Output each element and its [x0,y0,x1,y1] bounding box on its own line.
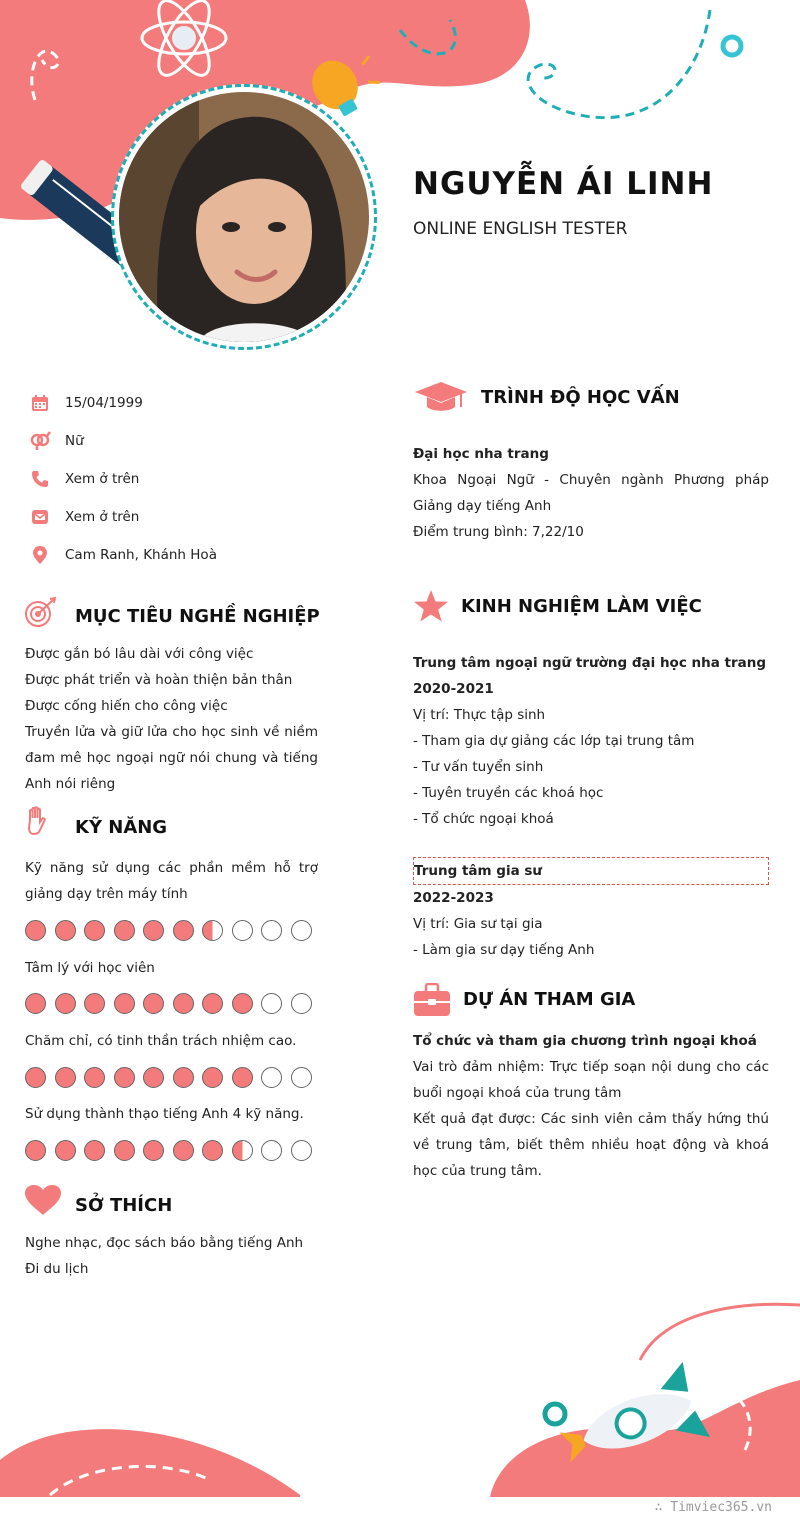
contact-birthday [28,384,348,422]
skill-name: Tâm lý với học viên [25,960,155,976]
school-name: Đại học nha trang [413,446,549,462]
contact-address [28,536,348,574]
rating-dot [232,920,253,941]
calendar-icon [28,391,52,415]
skill-rating [25,920,312,941]
hobby-line: Đi du lịch [25,1261,89,1277]
phone-icon [28,467,52,491]
rating-dot [55,1067,76,1088]
address-text: Cam Ranh, Khánh Hoà [65,547,217,563]
candidate-name: NGUYỄN ÁI LINH [413,166,714,202]
avatar [119,92,369,342]
objective-content [25,641,318,797]
skills-title: KỸ NĂNG [75,817,168,838]
rating-dot [202,1140,223,1161]
rating-dot [291,1067,312,1088]
hobbies-title: SỞ THÍCH [75,1195,173,1216]
rating-dot [84,920,105,941]
gender-icon [28,429,52,453]
candidate-title: ONLINE ENGLISH TESTER [413,219,628,239]
rating-dot [261,993,282,1014]
skill-rating [25,1067,312,1088]
hobby-line: Nghe nhạc, đọc sách báo bằng tiếng Anh [25,1235,304,1251]
education-major: Khoa Ngoại Ngữ - Chuyên ngành Phương pháp Giảng dạy tiếng Anh [413,472,769,514]
rating-dot [173,993,194,1014]
rating-dot [291,993,312,1014]
job-line: - Tư vấn tuyển sinh [413,759,544,775]
rating-dot [173,1140,194,1161]
rating-dot [232,1140,253,1161]
projects-title: DỰ ÁN THAM GIA [463,989,636,1010]
rating-dot [84,993,105,1014]
objective-title: MỤC TIÊU NGHỀ NGHIỆP [75,606,320,627]
education-title: TRÌNH ĐỘ HỌC VẤN [481,387,680,408]
objective-line: Được cống hiến cho công việc [25,698,228,714]
experience-job [413,650,769,832]
skill-name: Sử dụng thành thạo tiếng Anh 4 kỹ năng. [25,1106,304,1122]
graduation-cap-icon [413,380,469,418]
rating-dot [114,993,135,1014]
project-result: Kết quả đạt được: Các sinh viên cảm thấy hứng thú về trung tâm, biết thêm nhiều hoạt động và khoá học của trung tâm. [413,1111,769,1179]
job-line: - Tuyên truyền các khoá học [413,785,604,801]
gender-text: Nữ [65,433,84,449]
objective-line: Được gắn bó lâu dài với công việc [25,646,254,662]
skill-name: Kỹ năng sử dụng các phần mềm hỗ trợ giảng dạy trên máy tính [25,860,318,902]
education-gpa: Điểm trung bình: 7,22/10 [413,524,584,540]
company-name[interactable]: Trung tâm gia sư [413,857,769,885]
rating-dot [261,1140,282,1161]
contact-list [28,384,348,574]
job-line: - Tham gia dự giảng các lớp tại trung tâm [413,733,695,749]
skill-rating [25,1140,312,1161]
hobbies-content [25,1230,318,1282]
skill-name: Chăm chỉ, có tinh thần trách nhiệm cao. [25,1033,297,1049]
rating-dot [114,920,135,941]
email-icon [28,505,52,529]
rating-dot [55,920,76,941]
rating-dot [84,1140,105,1161]
rating-dot [25,993,46,1014]
rating-dot [143,993,164,1014]
rating-dot [84,1067,105,1088]
birthday-text: 15/04/1999 [65,395,143,411]
job-line: Vị trí: Gia sư tại gia [413,916,543,932]
rating-dot [202,920,223,941]
experience-job [413,857,769,963]
projects-content [413,1028,769,1184]
rating-dot [25,920,46,941]
rating-dot [55,993,76,1014]
contact-phone [28,460,348,498]
target-icon [24,596,58,634]
project-name: Tổ chức và tham gia chương trình ngoại khoá [413,1033,757,1049]
rating-dot [232,993,253,1014]
rating-dot [143,1140,164,1161]
rating-dot [202,1067,223,1088]
rating-dot [173,1067,194,1088]
profile-photo-frame [111,84,377,350]
skill-rating [25,993,312,1014]
experience-title: KINH NGHIỆM LÀM VIỆC [461,596,702,617]
email-text: Xem ở trên [65,509,140,525]
contact-gender [28,422,348,460]
hand-icon [26,806,48,840]
rating-dot [291,1140,312,1161]
heart-icon [24,1184,62,1220]
job-line: - Làm gia sư dạy tiếng Anh [413,942,595,958]
watermark: ∴ Timviec365.vn [654,1500,772,1515]
rating-dot [25,1067,46,1088]
briefcase-icon [413,983,451,1021]
rating-dot [55,1140,76,1161]
rating-dot [202,993,223,1014]
rating-dot [143,920,164,941]
project-role: Vai trò đảm nhiệm: Trực tiếp soạn nội dung cho các buổi ngoại khoá của trung tâm [413,1059,769,1101]
rating-dot [173,920,194,941]
contact-email [28,498,348,536]
rating-dot [232,1067,253,1088]
job-period: 2022-2023 [413,890,494,906]
rating-dot [114,1067,135,1088]
objective-line: Được phát triển và hoàn thiện bản thân [25,672,293,688]
rating-dot [261,1067,282,1088]
rating-dot [114,1140,135,1161]
education-content [413,441,769,545]
job-line: Vị trí: Thực tập sinh [413,707,546,723]
objective-line: Truyền lửa và giữ lửa cho học sinh về niềm đam mê học ngoại ngữ nói chung và tiếng Anh nói riêng [25,724,318,792]
location-icon [28,543,52,567]
star-icon [413,589,449,627]
job-period: 2020-2021 [413,681,494,697]
company-name: Trung tâm ngoại ngữ trường đại học nha trang [413,655,767,671]
rating-dot [261,920,282,941]
phone-text: Xem ở trên [65,471,140,487]
rating-dot [25,1140,46,1161]
job-line: - Tổ chức ngoại khoá [413,811,554,827]
rating-dot [143,1067,164,1088]
rating-dot [291,920,312,941]
